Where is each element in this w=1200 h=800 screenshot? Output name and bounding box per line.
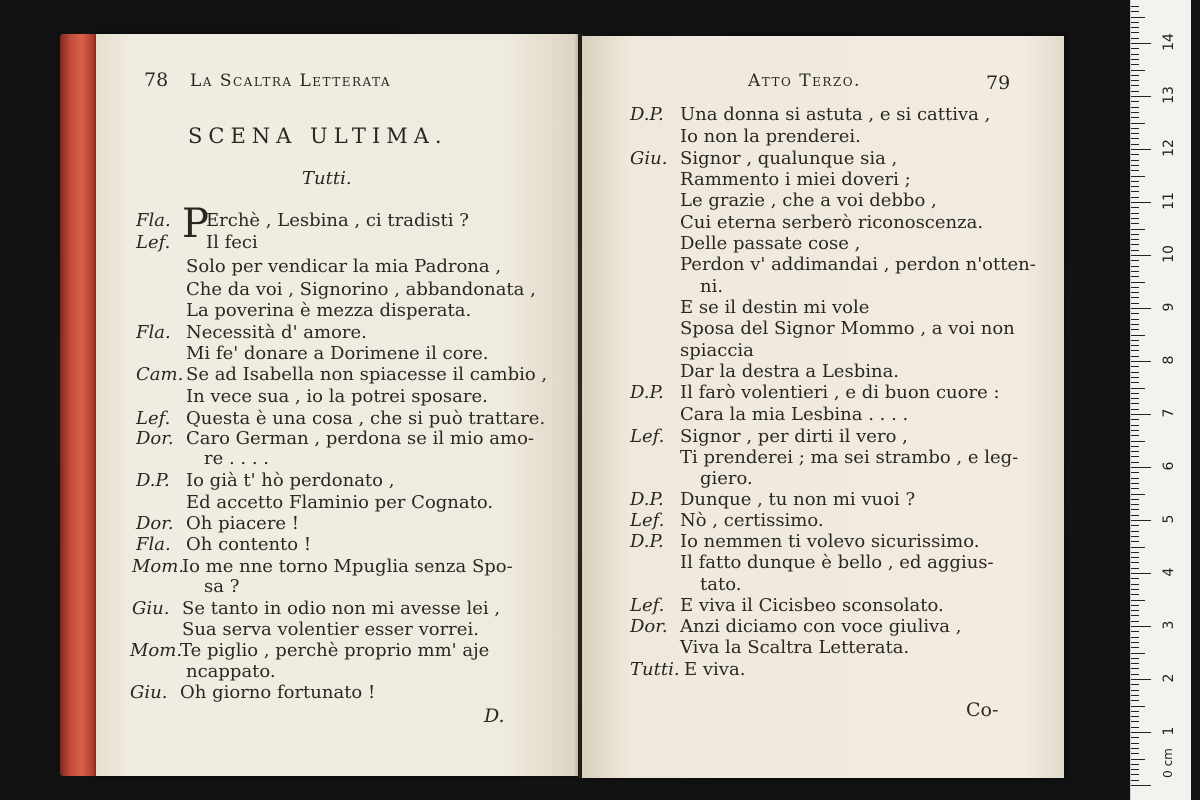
ruler-tick — [1131, 409, 1139, 410]
ruler-tick — [1131, 785, 1151, 786]
verse-line: La poverina è mezza disperata. — [186, 300, 472, 321]
ruler-tick — [1131, 499, 1139, 500]
ruler-tick — [1131, 255, 1151, 256]
verse-line — [630, 489, 915, 510]
ruler-tick — [1131, 260, 1139, 261]
verse-line: sa ? — [204, 576, 240, 597]
ruler-tick — [1131, 160, 1139, 161]
line-text: Erchè , Lesbina , ci tradisti ? — [206, 210, 469, 231]
ruler-tick — [1131, 197, 1139, 198]
line-text: Io già t' hò perdonato , — [186, 470, 395, 491]
verse-line — [630, 148, 897, 169]
ruler-tick — [1131, 313, 1139, 314]
ruler-tick — [1131, 48, 1139, 49]
ruler-tick — [1131, 271, 1139, 272]
verse-line: Rammento i miei doveri ; — [680, 169, 911, 190]
running-head-left: La Scaltra Letterata — [190, 71, 392, 91]
line-text: Se ad Isabella non spiacesse il cambio , — [186, 364, 548, 385]
ruler-tick — [1131, 446, 1139, 447]
line-text: Oh giorno fortunato ! — [180, 682, 376, 703]
speaker: Dor. — [630, 616, 668, 637]
ruler-tick — [1131, 186, 1139, 187]
speaker: Fla. — [136, 534, 171, 555]
ruler-tick — [1131, 584, 1139, 585]
ruler-tick — [1131, 774, 1139, 775]
line-text: Se tanto in odio non mi avesse lei , — [182, 598, 501, 619]
ruler-tick — [1131, 165, 1139, 166]
verse-line — [132, 556, 513, 577]
page-number-left: 78 — [144, 69, 169, 91]
ruler-tick — [1131, 536, 1139, 537]
ruler-unit-label: 0 cm — [1160, 748, 1175, 778]
speaker: Mom. — [132, 556, 185, 577]
ruler-tick — [1131, 303, 1139, 304]
ruler-tick — [1131, 441, 1145, 442]
verse-line — [630, 382, 1000, 403]
speaker: Dor. — [136, 428, 174, 449]
verse-line — [630, 659, 745, 680]
ruler-tick — [1131, 456, 1139, 457]
verse-line — [136, 470, 394, 491]
ruler-tick — [1131, 419, 1139, 420]
ruler-tick — [1131, 562, 1139, 563]
line-text: Questa è una cosa , che si può trattare. — [186, 408, 546, 429]
ruler-tick — [1131, 615, 1139, 616]
ruler-tick — [1131, 218, 1139, 219]
line-text: Una donna si astuta , e si cattiva , — [680, 104, 991, 125]
ruler-tick — [1131, 684, 1139, 685]
verse-line: Le grazie , che a voi debbo , — [680, 190, 937, 211]
verse-line — [130, 682, 375, 703]
verse-line — [630, 510, 824, 531]
ruler-tick — [1131, 753, 1139, 754]
ruler-tick — [1131, 462, 1139, 463]
ruler-tick — [1131, 340, 1139, 341]
ruler-tick — [1131, 626, 1151, 627]
ruler-tick — [1131, 223, 1139, 224]
ruler-tick — [1131, 144, 1139, 145]
cast-line: Tutti. — [302, 168, 352, 189]
verse-line — [136, 322, 367, 343]
ruler-tick — [1131, 54, 1139, 55]
speaker: Lef. — [630, 595, 665, 616]
speaker: D.P. — [630, 489, 664, 510]
speaker: Lef. — [136, 232, 171, 253]
speaker: Fla. — [136, 322, 171, 343]
ruler-tick — [1131, 637, 1139, 638]
verse-line — [630, 104, 990, 125]
ruler-number: 2 — [1161, 673, 1177, 683]
verse-line: Cara la mia Lesbina . . . . — [680, 404, 909, 425]
ruler-tick — [1131, 748, 1139, 749]
ruler-tick — [1131, 547, 1145, 548]
ruler-tick — [1131, 335, 1145, 336]
ruler-tick — [1131, 356, 1139, 357]
speaker: D.P. — [630, 382, 664, 403]
ruler-tick — [1131, 366, 1139, 367]
ruler-tick — [1131, 472, 1139, 473]
ruler-tick — [1131, 250, 1139, 251]
ruler-tick — [1131, 578, 1139, 579]
ruler-tick — [1131, 112, 1139, 113]
ruler-tick — [1131, 297, 1139, 298]
catchword-left: D. — [484, 705, 505, 727]
ruler-tick — [1131, 181, 1139, 182]
ruler-tick — [1131, 509, 1139, 510]
ruler-tick — [1131, 282, 1145, 283]
verse-line: re . . . . — [204, 448, 270, 469]
ruler-tick — [1131, 589, 1139, 590]
line-text: E viva il Cicisbeo sconsolato. — [680, 595, 944, 616]
speaker: D.P. — [136, 470, 170, 491]
ruler-number: 9 — [1161, 302, 1177, 312]
line-text: Io nemmen ti volevo sicurissimo. — [680, 531, 980, 552]
ruler-tick — [1131, 552, 1139, 553]
ruler-tick — [1131, 170, 1139, 171]
verse-line — [130, 640, 489, 661]
ruler-tick — [1131, 207, 1139, 208]
ruler-tick — [1131, 91, 1139, 92]
verse-line — [136, 408, 545, 429]
ruler-tick — [1131, 350, 1139, 351]
page-number-right: 79 — [986, 72, 1011, 94]
ruler-tick — [1131, 287, 1139, 288]
verse-line — [132, 598, 500, 619]
ruler-tick — [1131, 647, 1139, 648]
ruler-number: 13 — [1161, 86, 1177, 104]
ruler-tick — [1131, 711, 1139, 712]
ruler-tick — [1131, 743, 1139, 744]
ruler-tick — [1131, 138, 1139, 139]
ruler-tick — [1131, 478, 1139, 479]
line-text: Nò , certissimo. — [680, 510, 824, 531]
verse-line: Viva la Scaltra Letterata. — [680, 637, 910, 658]
ruler-number: 14 — [1161, 33, 1177, 51]
catchword-right: Co- — [966, 699, 999, 721]
verse-line: Sposa del Signor Mommo , a voi non — [680, 318, 1015, 339]
line-text: Io me nne torno Mpuglia senza Spo- — [182, 556, 513, 577]
verse-line — [136, 364, 547, 385]
verse-line: Solo per vendicar la mia Padrona , — [186, 256, 502, 277]
ruler-tick — [1131, 621, 1139, 622]
ruler-tick — [1131, 721, 1139, 722]
ruler-tick — [1131, 520, 1151, 521]
ruler-tick — [1131, 557, 1139, 558]
ruler-tick — [1131, 483, 1139, 484]
verse-line: Il fatto dunque è bello , ed aggius- — [680, 552, 994, 573]
verse-line — [136, 428, 534, 449]
ruler-tick — [1131, 128, 1139, 129]
ruler-tick — [1131, 6, 1139, 7]
ruler-tick — [1131, 663, 1139, 664]
verse-line: Che da voi , Signorino , abbandonata , — [186, 279, 536, 300]
line-text: Oh contento ! — [186, 534, 312, 555]
verse-line: Dar la destra a Lesbina. — [680, 361, 900, 382]
ruler-tick — [1131, 176, 1145, 177]
ruler-tick — [1131, 229, 1145, 230]
running-head-right: Atto Terzo. — [748, 71, 861, 91]
verse-line — [630, 426, 908, 447]
ruler-tick — [1131, 504, 1139, 505]
line-text: Il feci — [206, 232, 258, 253]
verse-line: tato. — [700, 574, 742, 595]
line-text: Signor , qualunque sia , — [680, 148, 898, 169]
ruler-tick — [1131, 653, 1145, 654]
line-text: Dunque , tu non mi vuoi ? — [680, 489, 916, 510]
ruler-tick — [1131, 234, 1139, 235]
speaker: Lef. — [630, 426, 665, 447]
ruler-tick — [1131, 727, 1139, 728]
ruler-tick — [1131, 27, 1139, 28]
verse-line — [136, 513, 299, 534]
ruler-number: 3 — [1161, 620, 1177, 630]
ruler-number: 12 — [1161, 139, 1177, 157]
verse-line — [630, 595, 944, 616]
ruler-number: 10 — [1161, 245, 1177, 263]
verse-line: Perdon v' addimandai , perdon n'otten- — [680, 254, 1036, 275]
line-text: Oh piacere ! — [186, 513, 300, 534]
verse-line — [136, 232, 258, 253]
ruler-number: 1 — [1161, 726, 1177, 736]
speaker: Lef. — [136, 408, 171, 429]
ruler-tick — [1131, 541, 1139, 542]
drop-cap: P — [182, 201, 209, 247]
ruler-tick — [1131, 737, 1139, 738]
ruler-tick — [1131, 631, 1139, 632]
ruler-tick — [1131, 319, 1139, 320]
ruler-tick — [1131, 239, 1139, 240]
verse-line: Cui eterna serberò riconoscenza. — [680, 212, 984, 233]
ruler-tick — [1131, 308, 1151, 309]
ruler-tick — [1131, 488, 1139, 489]
ruler-tick — [1131, 11, 1139, 12]
ruler-tick — [1131, 451, 1139, 452]
ruler-tick — [1131, 425, 1139, 426]
ruler-tick — [1131, 568, 1139, 569]
verse-line: ni. — [700, 276, 724, 297]
ruler-tick — [1131, 695, 1139, 696]
ruler-tick — [1131, 600, 1145, 601]
ruler-number: 8 — [1161, 355, 1177, 365]
speaker: Mom. — [130, 640, 183, 661]
ruler-tick — [1131, 22, 1139, 23]
ruler-tick — [1131, 393, 1139, 394]
ruler-number: 11 — [1161, 192, 1177, 210]
ruler-tick — [1131, 329, 1139, 330]
ruler-tick — [1131, 430, 1139, 431]
ruler-tick — [1131, 107, 1139, 108]
ruler-tick — [1131, 674, 1139, 675]
ruler-tick — [1131, 398, 1139, 399]
ruler-tick — [1131, 324, 1139, 325]
ruler-tick — [1131, 403, 1139, 404]
ruler-tick — [1131, 32, 1139, 33]
ruler-tick — [1131, 769, 1139, 770]
ruler-tick — [1131, 361, 1151, 362]
ruler-tick — [1131, 101, 1139, 102]
ruler-tick — [1131, 244, 1139, 245]
ruler-tick — [1131, 75, 1139, 76]
ruler-tick — [1131, 191, 1139, 192]
verse-line: ncappato. — [186, 661, 276, 682]
ruler-tick — [1131, 154, 1139, 155]
verse-line: Io non la prenderei. — [680, 126, 861, 147]
ruler-tick — [1131, 706, 1145, 707]
speaker: Tutti. — [630, 659, 680, 680]
ruler-tick — [1131, 96, 1151, 97]
ruler-number: 5 — [1161, 514, 1177, 524]
ruler-tick — [1131, 515, 1139, 516]
ruler-tick — [1131, 467, 1151, 468]
verse-line — [630, 531, 979, 552]
ruler-tick — [1131, 435, 1139, 436]
line-text: Necessità d' amore. — [186, 322, 367, 343]
verse-line: Ti prenderei ; ma sei strambo , e leg- — [680, 447, 1019, 468]
ruler-tick — [1131, 388, 1145, 389]
ruler-tick — [1131, 668, 1139, 669]
ruler-tick — [1131, 123, 1145, 124]
line-text: Anzi diciamo con voce giuliva , — [680, 616, 962, 637]
ruler-tick — [1131, 594, 1139, 595]
ruler-tick — [1131, 43, 1151, 44]
ruler-tick — [1131, 573, 1151, 574]
speaker: D.P. — [630, 104, 664, 125]
verse-line: Sua serva volentier esser vorrei. — [182, 619, 479, 640]
verse-line — [630, 616, 961, 637]
ruler-tick — [1131, 414, 1151, 415]
ruler-tick — [1131, 372, 1139, 373]
ruler-tick — [1131, 780, 1139, 781]
verse-line: Ed accetto Flaminio per Cognato. — [186, 492, 494, 513]
verse-line: spiaccia — [680, 340, 754, 361]
verse-line: Mi fe' donare a Dorimene il core. — [186, 343, 489, 364]
ruler-tick — [1131, 605, 1139, 606]
ruler-tick — [1131, 716, 1139, 717]
ruler-tick — [1131, 610, 1139, 611]
ruler-tick — [1131, 292, 1139, 293]
ruler-tick — [1131, 759, 1145, 760]
speaker: Giu. — [630, 148, 668, 169]
ruler-tick — [1131, 64, 1139, 65]
verse-line — [136, 534, 311, 555]
ruler-tick — [1131, 732, 1151, 733]
ruler-tick — [1131, 494, 1145, 495]
verse-line: Delle passate cose , — [680, 233, 861, 254]
ruler-tick — [1131, 700, 1139, 701]
ruler-tick — [1131, 117, 1139, 118]
speaker: Cam. — [136, 364, 184, 385]
speaker: Lef. — [630, 510, 665, 531]
speaker: D.P. — [630, 531, 664, 552]
ruler-tick — [1131, 59, 1139, 60]
verse-line: In vece sua , io la potrei sposare. — [186, 386, 488, 407]
ruler-tick — [1131, 642, 1139, 643]
book-edge — [60, 34, 100, 776]
ruler-tick — [1131, 38, 1139, 39]
speaker: Fla. — [136, 210, 171, 231]
ruler-tick — [1131, 202, 1151, 203]
ruler-tick — [1131, 70, 1145, 71]
speaker: Dor. — [136, 513, 174, 534]
ruler-tick — [1131, 85, 1139, 86]
ruler-tick — [1131, 382, 1139, 383]
line-text: Il farò volentieri , e di buon cuore : — [680, 382, 1000, 403]
ruler-tick — [1131, 133, 1139, 134]
line-text: Signor , per dirti il vero , — [680, 426, 908, 447]
ruler-tick — [1131, 679, 1151, 680]
ruler-tick — [1131, 276, 1139, 277]
ruler-tick — [1131, 531, 1139, 532]
verse-line: giero. — [700, 468, 753, 489]
line-text: Te piglio , perchè proprio mm' aje — [180, 640, 490, 661]
line-text: E viva. — [684, 659, 746, 680]
ruler-number: 7 — [1161, 408, 1177, 418]
measuring-ruler — [1130, 0, 1191, 800]
ruler-tick — [1131, 377, 1139, 378]
speaker: Giu. — [132, 598, 170, 619]
ruler-tick — [1131, 17, 1145, 18]
verse-line: E se il destin mi vole — [680, 297, 870, 318]
ruler-tick — [1131, 149, 1151, 150]
ruler-tick — [1131, 690, 1139, 691]
ruler-tick — [1131, 764, 1139, 765]
ruler-number: 4 — [1161, 567, 1177, 577]
ruler-tick — [1131, 658, 1139, 659]
ruler-tick — [1131, 345, 1139, 346]
ruler-tick — [1131, 525, 1139, 526]
scene-title: SCENA ULTIMA. — [188, 124, 448, 148]
ruler-tick — [1131, 80, 1139, 81]
ruler-number: 6 — [1161, 461, 1177, 471]
speaker: Giu. — [130, 682, 168, 703]
ruler-tick — [1131, 266, 1139, 267]
ruler-tick — [1131, 213, 1139, 214]
line-text: Caro German , perdona se il mio amo- — [186, 428, 534, 449]
